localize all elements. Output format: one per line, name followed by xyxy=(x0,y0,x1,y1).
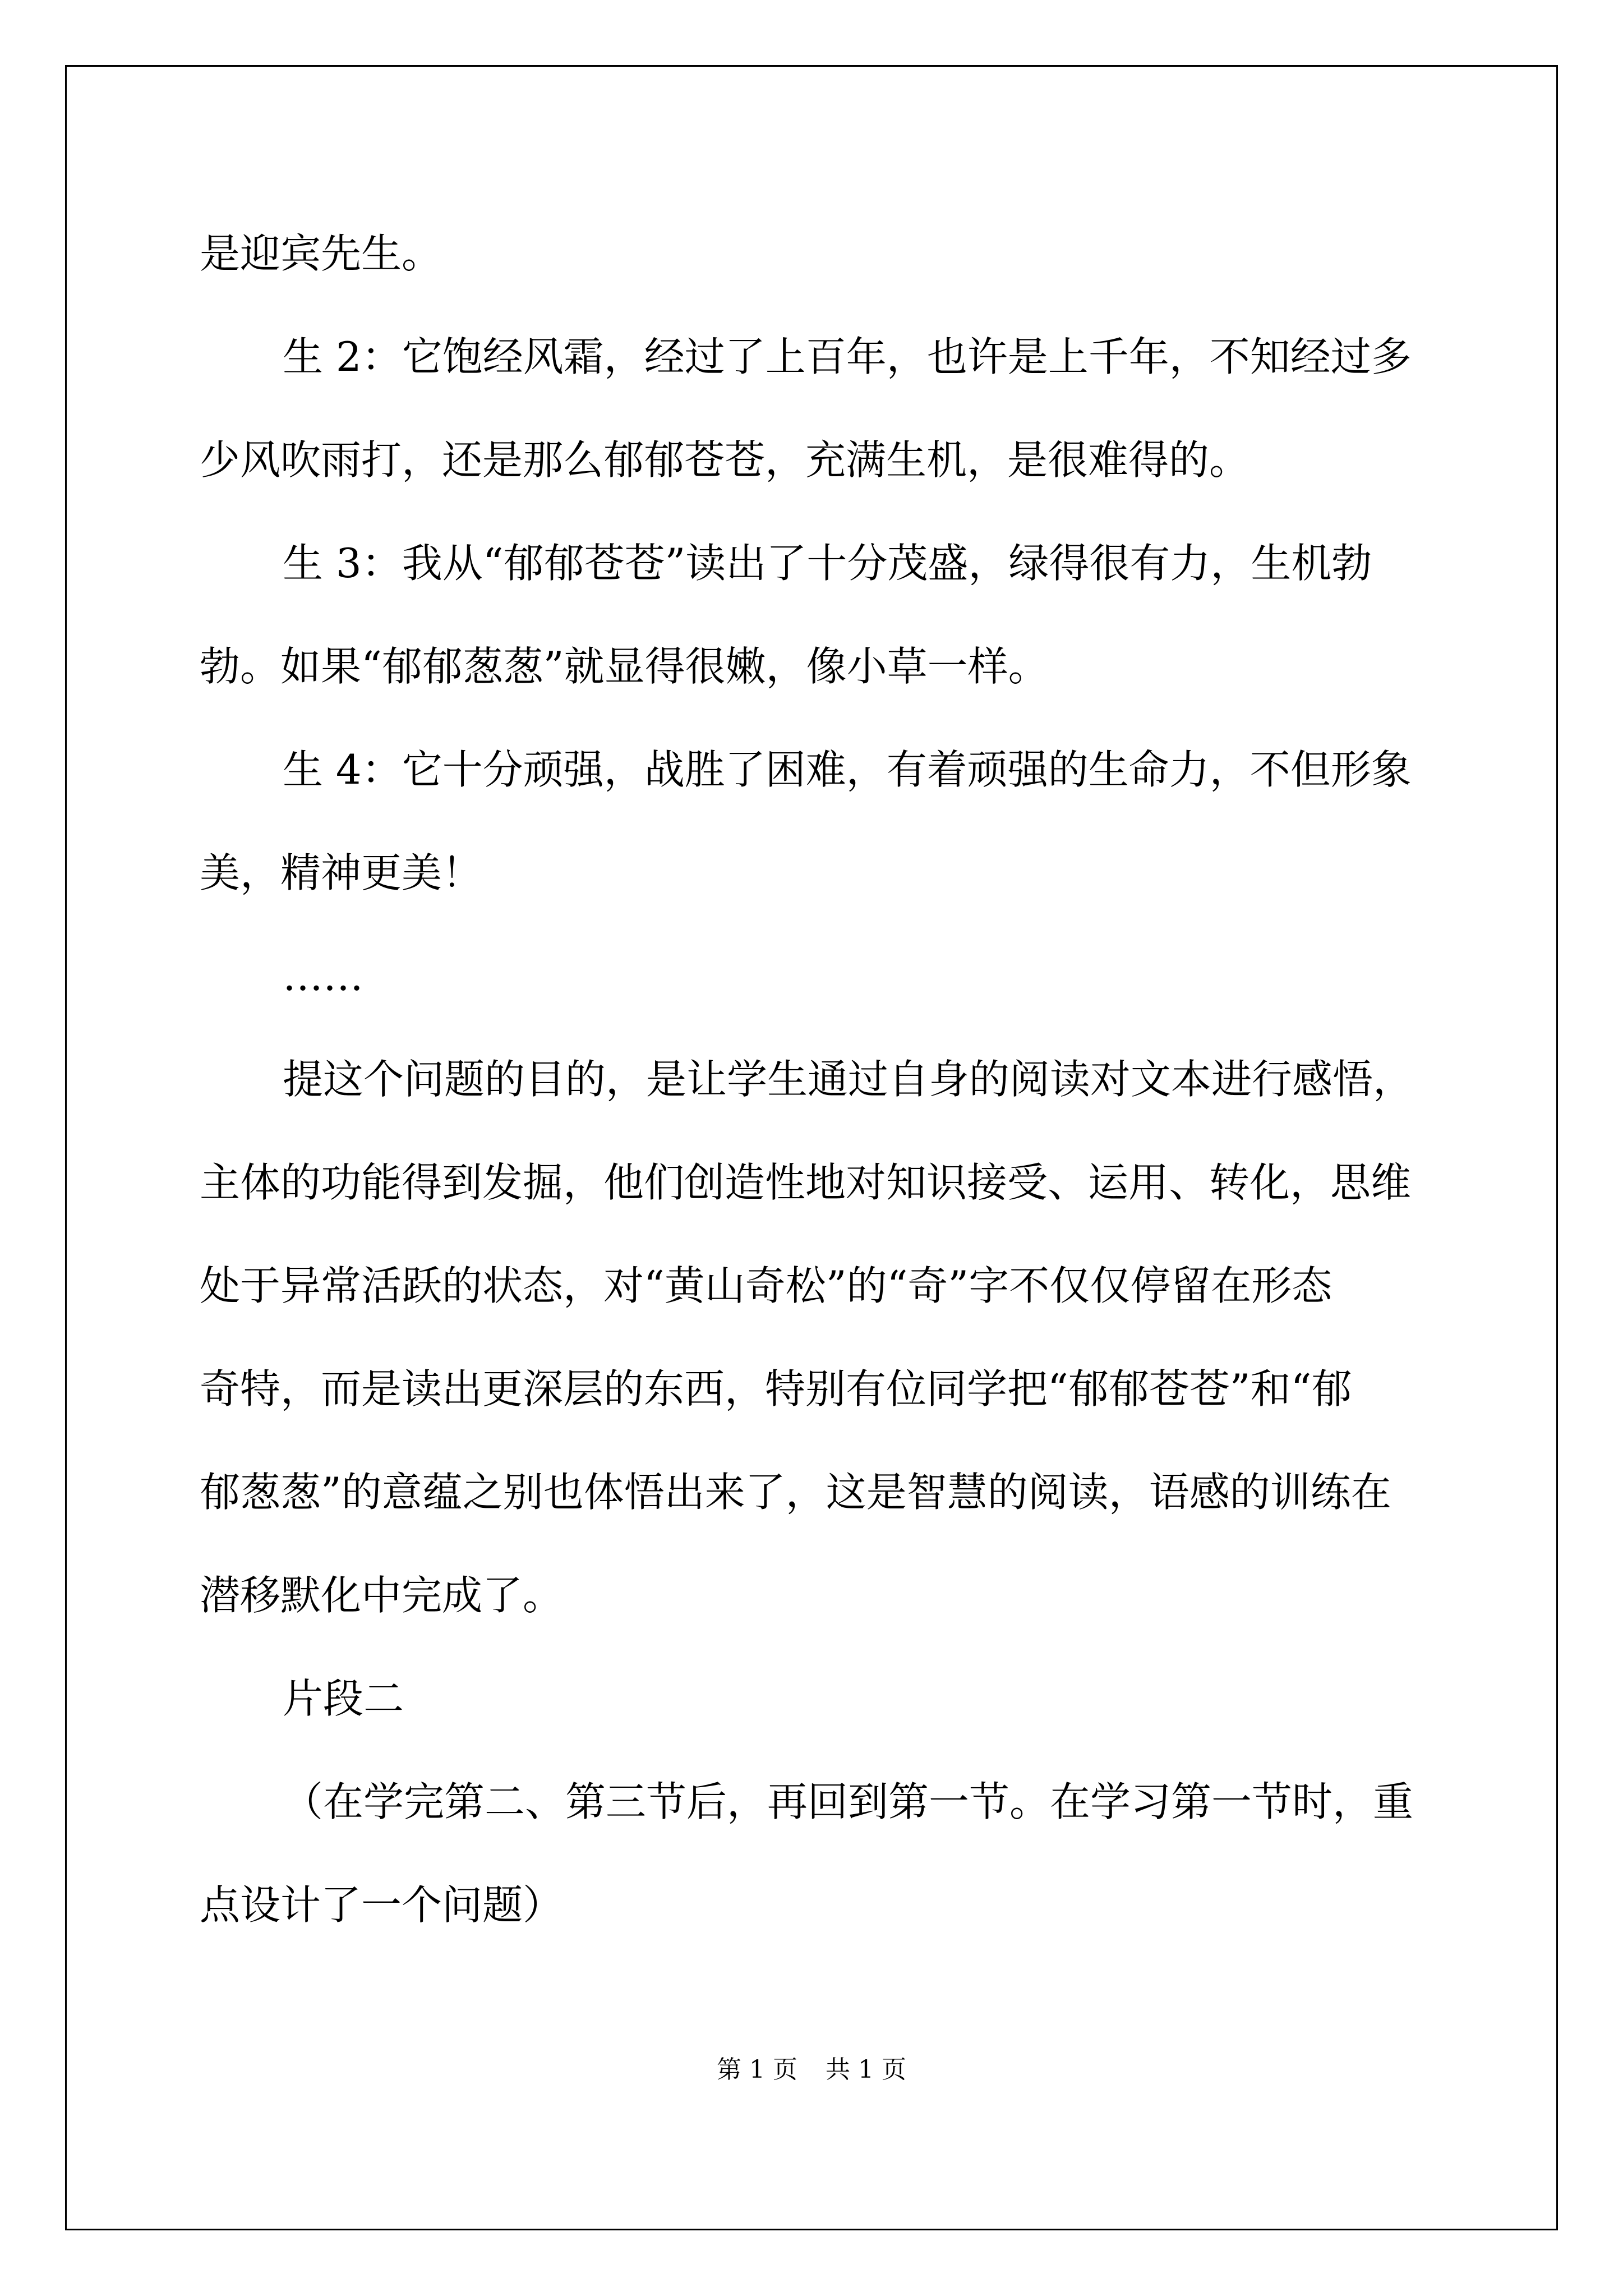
text-line: 处于异常活跃的状态，对“黄山奇松”的“奇”字不仅仅停留在形态 xyxy=(200,1262,1332,1309)
text-line: 少风吹雨打，还是那么郁郁苍苍，充满生机，是很难得的。 xyxy=(200,436,1250,484)
page-total: 共 1 页 xyxy=(826,2055,906,2084)
text-line: 奇特，而是读出更深层的东西，特别有位同学把“郁郁苍苍”和“郁 xyxy=(200,1365,1352,1412)
text-line: 美，精神更美！ xyxy=(200,849,483,896)
text-line: 勃。如果“郁郁葱葱”就显得很嫩，像小草一样。 xyxy=(200,643,1049,690)
text-line: 生 2：它饱经风霜，经过了上百年，也许是上千年，不知经过多 xyxy=(283,333,1412,380)
text-line: 郁葱葱”的意蕴之别也体悟出来了，这是智慧的阅读，语感的训练在 xyxy=(200,1469,1391,1516)
text-line: （在学完第二、第三节后，再回到第一节。在学习第一节时，重 xyxy=(283,1778,1414,1825)
page-number: 第 1 页 xyxy=(717,2055,797,2084)
page-footer xyxy=(0,2053,1623,2087)
text-line: 生 3：我从“郁郁苍苍”读出了十分茂盛，绿得很有力，生机勃 xyxy=(283,540,1372,587)
document-body xyxy=(200,202,1433,1957)
text-line: 潜移默化中完成了。 xyxy=(200,1572,564,1619)
text-line: 主体的功能得到发掘，他们创造性地对知识接受、运用、转化，思维 xyxy=(200,1159,1412,1206)
text-line: 提这个问题的目的，是让学生通过自身的阅读对文本进行感悟， xyxy=(283,1056,1414,1103)
section-heading: 片段二 xyxy=(283,1675,404,1722)
text-line: 生 4：它十分顽强，战胜了困难，有着顽强的生命力，不但形象 xyxy=(283,746,1412,793)
text-line: 是迎宾先生。 xyxy=(200,230,442,277)
text-line: …… xyxy=(283,953,363,1000)
text-line: 点设计了一个问题） xyxy=(200,1881,564,1929)
